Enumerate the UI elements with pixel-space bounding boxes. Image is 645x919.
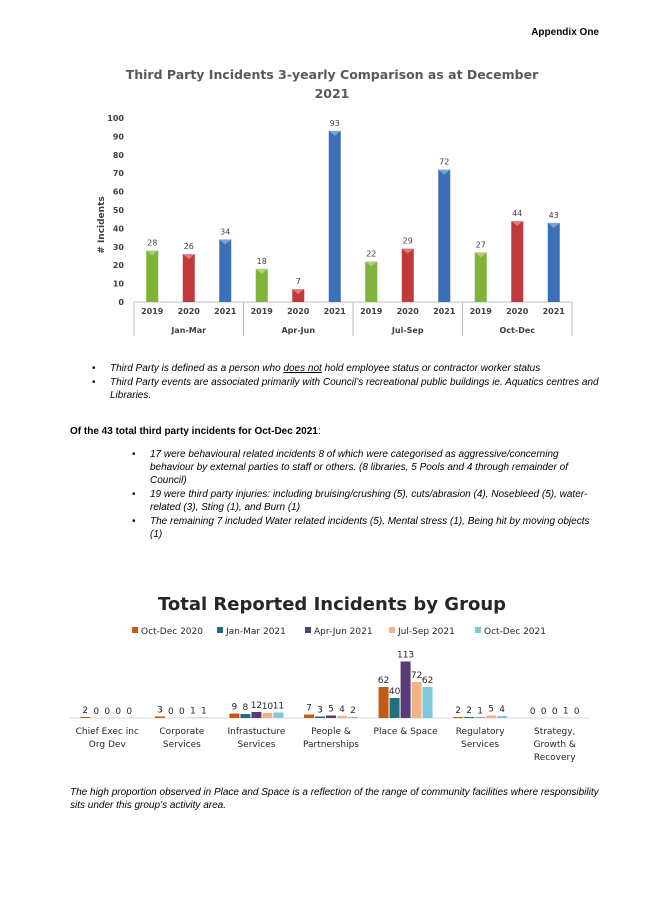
year-tick-label: 2019: [469, 307, 492, 316]
data-label: 72: [410, 671, 423, 681]
bar: [262, 713, 272, 718]
bar: [188, 718, 198, 719]
legend-label: Oct-Dec 2020: [141, 627, 203, 637]
data-label: 8: [242, 703, 249, 713]
data-label: 72: [439, 157, 450, 167]
bar: [475, 252, 487, 302]
y-tick-label: 20: [112, 261, 124, 271]
bar: [438, 170, 450, 302]
year-tick-label: 2020: [177, 307, 200, 316]
legend-label: Jan-Mar 2021: [226, 627, 286, 637]
y-tick-label: 50: [112, 206, 124, 215]
bar: [401, 662, 411, 719]
bar: [304, 715, 314, 719]
data-label: 29: [402, 236, 413, 246]
year-tick-label: 2020: [506, 307, 529, 316]
year-tick-label: 2021: [214, 307, 237, 316]
year-tick-label: 2019: [141, 307, 164, 316]
bar: [326, 716, 336, 719]
bar: [183, 254, 195, 302]
data-label: 5: [328, 704, 334, 715]
bar: [240, 714, 250, 718]
definition-bullet: • Third Party events are associated primarily with Council’s recreational public buildings ie. Aquatics centres and Libraries.: [92, 377, 599, 401]
data-label: 0: [126, 707, 133, 717]
data-label: 27: [475, 240, 486, 250]
category-label: Partnerships: [302, 740, 360, 750]
bar: [348, 717, 358, 718]
data-label: 2: [455, 706, 462, 716]
category-label: Strategy,: [533, 727, 576, 737]
chart1-y-axis-label: # Incidents: [97, 196, 107, 254]
data-label: 10: [261, 702, 274, 712]
bar: [548, 223, 560, 302]
y-tick-label: 10: [112, 279, 124, 289]
data-label: 93: [329, 118, 340, 128]
data-label: 11: [272, 701, 285, 712]
group-label: Jan-Mar: [171, 326, 207, 335]
group-label: Apr-Jun: [281, 326, 316, 335]
group-label: Jul-Sep: [391, 326, 424, 335]
legend-swatch: [305, 627, 311, 633]
chart1-title-line2: 2021: [314, 86, 350, 101]
data-label: 3: [156, 705, 163, 716]
data-label: 1: [477, 706, 484, 717]
bar: [390, 698, 400, 718]
bar: [475, 718, 485, 719]
y-tick-label: 40: [112, 224, 124, 234]
legend-swatch: [132, 627, 138, 633]
data-label: 40: [388, 687, 401, 697]
data-label: 28: [147, 238, 158, 248]
data-label: 22: [366, 249, 377, 259]
data-label: 26: [183, 242, 194, 252]
y-tick-label: 70: [112, 169, 124, 179]
section-heading: Of the 43 total third party incidents for Oct-Dec 2021:: [70, 426, 321, 437]
bar: [379, 687, 389, 718]
bar: [402, 249, 414, 302]
data-label: 0: [573, 707, 580, 717]
data-label: 12: [250, 701, 263, 711]
y-tick-label: 80: [112, 150, 124, 160]
bar: [155, 717, 165, 719]
bar: [199, 718, 209, 719]
data-label: 0: [104, 707, 111, 717]
y-tick-label: 60: [112, 187, 124, 197]
data-label: 2: [350, 706, 356, 716]
bar: [464, 717, 474, 718]
bar: [365, 262, 377, 302]
year-tick-label: 2021: [323, 307, 346, 316]
category-label: Services: [162, 740, 201, 750]
data-label: 9: [231, 702, 238, 713]
definition-bullet: • Third Party is defined as a person who does not hold employee status or contractor worker status: [92, 363, 541, 374]
legend-label: Jul-Sep 2021: [398, 627, 455, 637]
bar: [329, 131, 341, 302]
bar: [219, 239, 231, 302]
y-tick-label: 0: [118, 298, 124, 307]
third-party-incidents-chart: [90, 60, 580, 350]
data-label: 18: [256, 256, 267, 266]
category-label: Regulatory: [455, 727, 505, 737]
data-label: 0: [93, 707, 100, 717]
data-label: 44: [512, 209, 523, 219]
data-label: 1: [562, 706, 569, 717]
group-label: Oct-Dec: [499, 326, 535, 335]
year-tick-label: 2021: [542, 307, 565, 316]
bar: [315, 717, 325, 719]
category-label: Services: [237, 740, 276, 750]
y-tick-label: 100: [107, 114, 124, 123]
data-label: 62: [377, 676, 390, 686]
data-label: 2: [82, 706, 89, 716]
bar: [229, 714, 239, 719]
incident-bullet: • The remaining 7 included Water related incidents (5), Mental stress (1), Being hit by moving objects (1): [132, 516, 590, 540]
definition-bullet-list: [90, 362, 610, 403]
footer-note: The high proportion observed in Place and Space is a reflection of the range of community facilities where responsibility sits under this group’s activity area.: [70, 787, 599, 811]
data-label: 0: [529, 707, 536, 717]
data-label: 3: [317, 705, 323, 716]
data-label: 0: [167, 707, 174, 717]
y-tick-label: 30: [112, 242, 124, 252]
legend-swatch: [475, 627, 481, 633]
category-label: Place & Space: [373, 727, 438, 737]
data-label: 7: [295, 277, 301, 287]
bar: [412, 682, 422, 718]
data-label: 4: [339, 705, 345, 715]
legend-swatch: [389, 627, 395, 633]
data-label: 0: [551, 707, 558, 717]
category-label: Infrastucture: [227, 727, 286, 737]
category-label: Org Dev: [88, 740, 126, 750]
category-label: People &: [311, 727, 351, 737]
bar: [497, 716, 507, 718]
category-label: Chief Exec inc: [75, 727, 139, 737]
year-tick-label: 2020: [287, 307, 310, 316]
incidents-by-group-chart: [70, 585, 590, 775]
legend-swatch: [217, 627, 223, 633]
bar: [146, 250, 158, 302]
year-tick-label: 2021: [433, 307, 456, 316]
incident-bullet: • 19 were third party injuries: including bruising/crushing (5), cuts/abrasion (4), Nosebleed (5), water-related (3), Sting (1), and Burn (1): [132, 489, 588, 513]
data-label: 113: [396, 650, 415, 661]
bar: [486, 716, 496, 719]
data-label: 0: [540, 707, 547, 717]
bar: [80, 717, 90, 718]
data-label: 1: [200, 706, 207, 717]
category-label: Corporate: [159, 727, 205, 737]
data-label: 1: [189, 706, 196, 717]
data-label: 34: [220, 227, 231, 237]
category-label: Growth &: [533, 740, 576, 750]
data-label: 5: [488, 704, 495, 715]
y-tick-label: 90: [112, 132, 124, 142]
data-label: 7: [306, 703, 312, 714]
bar: [251, 712, 261, 718]
bar: [337, 716, 347, 718]
data-label: 0: [178, 707, 185, 717]
bar: [423, 687, 433, 718]
incident-bullet: • 17 were behavioural related incidents 8 of which were categorised as aggressive/concerning behaviour by external parties to staff or others. (8 libraries, 5 Pools and 4 through remainder of Council): [132, 449, 569, 486]
data-label: 43: [548, 210, 559, 220]
year-tick-label: 2019: [360, 307, 383, 316]
category-label: Recovery: [533, 753, 576, 763]
year-tick-label: 2020: [396, 307, 419, 316]
bar: [273, 713, 283, 719]
chart1-title-line1: Third Party Incidents 3-yearly Comparison as at December: [125, 67, 539, 82]
data-label: 4: [499, 705, 506, 715]
legend-label: Oct-Dec 2021: [484, 627, 546, 637]
year-tick-label: 2019: [250, 307, 273, 316]
chart2-title: Total Reported Incidents by Group: [157, 594, 507, 615]
legend-label: Apr-Jun 2021: [314, 627, 373, 637]
bar: [511, 221, 523, 302]
appendix-label: Appendix One: [531, 27, 599, 38]
bar: [453, 717, 463, 718]
data-label: 0: [115, 707, 122, 717]
data-label: 62: [421, 676, 434, 686]
bar: [561, 718, 571, 719]
data-label: 2: [466, 706, 473, 716]
incident-breakdown-list: [130, 448, 600, 542]
category-label: Services: [461, 740, 500, 750]
